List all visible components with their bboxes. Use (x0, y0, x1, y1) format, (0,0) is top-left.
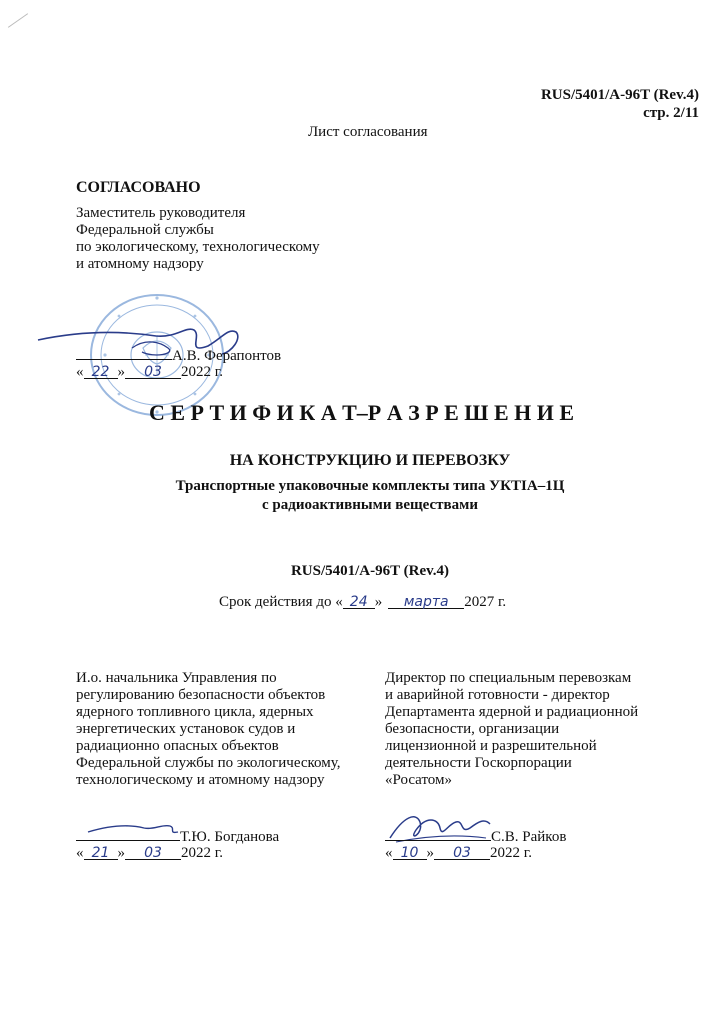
left-signatory-position (76, 670, 341, 789)
left-name: Т.Ю. Богданова (180, 829, 280, 845)
certificate-subtitle: НА КОНСТРУКЦИЮ И ПЕРЕВОЗКУ (229, 452, 511, 469)
page-number: стр. 2/11 (643, 105, 699, 121)
certificate-desc-line2: с радиоактивными веществами (262, 497, 478, 513)
right-position-line: лицензионной и разрешительной (385, 738, 597, 754)
validity-day: 24 (343, 594, 375, 609)
date-year: 2022 г. (181, 364, 223, 380)
approval-date (76, 364, 223, 381)
date-open-quote: « (76, 845, 84, 861)
approval-signature-row (76, 345, 281, 365)
left-date (76, 845, 223, 862)
date-open-quote: « (76, 364, 84, 380)
signature-line (76, 345, 172, 360)
scan-corner-mark (8, 13, 28, 28)
date-year: 2022 г. (181, 845, 223, 861)
date-close-quote: » (117, 845, 125, 861)
validity-year: 2027 г. (464, 594, 507, 610)
certificate-number: RUS/5401/A-96T (Rev.4) (290, 563, 450, 579)
date-year: 2022 г. (490, 845, 532, 861)
left-position-line: радиационно опасных объектов (76, 738, 279, 754)
validity-month: марта (388, 594, 464, 609)
certificate-desc-line1: Транспортные упаковочные комплекты типа УКТIA–1Ц (175, 478, 565, 494)
right-signature-row (385, 826, 566, 846)
approval-position-line: по экологическому, технологическому (76, 239, 320, 255)
left-position-line: технологическому и атомному надзору (76, 772, 325, 788)
right-name: С.В. Райков (491, 829, 567, 845)
right-position-line: безопасности, организации (385, 721, 560, 737)
date-open-quote: « (385, 845, 393, 861)
date-day: 10 (393, 845, 427, 860)
certificate-title: С Е Р Т И Ф И К А Т–Р А З Р Е Ш Е Н И Е (148, 400, 575, 425)
approval-position (76, 205, 320, 273)
date-day: 21 (84, 845, 118, 860)
date-close-quote: » (426, 845, 434, 861)
right-position-line: «Росатом» (385, 772, 453, 788)
right-signatory-position (385, 670, 638, 789)
date-close-quote: » (117, 364, 125, 380)
date-month: 03 (125, 364, 181, 379)
doc-number: RUS/5401/A-96T (Rev.4) (540, 87, 699, 103)
validity-line (219, 594, 506, 611)
right-position-line: деятельности Госкорпорации (385, 755, 572, 771)
signature-line (76, 826, 180, 841)
signature-line (385, 826, 491, 841)
approval-name: А.В. Ферапонтов (172, 348, 282, 364)
left-signature-row (76, 826, 279, 846)
date-day: 22 (84, 364, 118, 379)
approval-heading: СОГЛАСОВАНО (76, 179, 201, 196)
approval-position-line: Заместитель руководителя (76, 205, 246, 221)
right-date (385, 845, 532, 862)
left-position-line: ядерного топливного цикла, ядерных (76, 704, 314, 720)
date-month: 03 (434, 845, 490, 860)
validity-prefix: Срок действия до « (219, 594, 343, 610)
left-position-line: регулированию безопасности объектов (76, 687, 326, 703)
left-position-line: И.о. начальника Управления по (76, 670, 277, 686)
right-position-line: и аварийной готовности - директор (385, 687, 610, 703)
right-position-line: Департамента ядерной и радиационной (385, 704, 639, 720)
left-position-line: энергетических установок судов и (76, 721, 296, 737)
sheet-title: Лист согласования (308, 124, 428, 140)
left-position-line: Федеральной службы по экологическому, (76, 755, 341, 771)
approval-position-line: Федеральной службы (76, 222, 214, 238)
approval-position-line: и атомному надзору (76, 256, 204, 272)
right-position-line: Директор по специальным перевозкам (385, 670, 632, 686)
validity-close-quote: » (374, 594, 383, 610)
date-month: 03 (125, 845, 181, 860)
